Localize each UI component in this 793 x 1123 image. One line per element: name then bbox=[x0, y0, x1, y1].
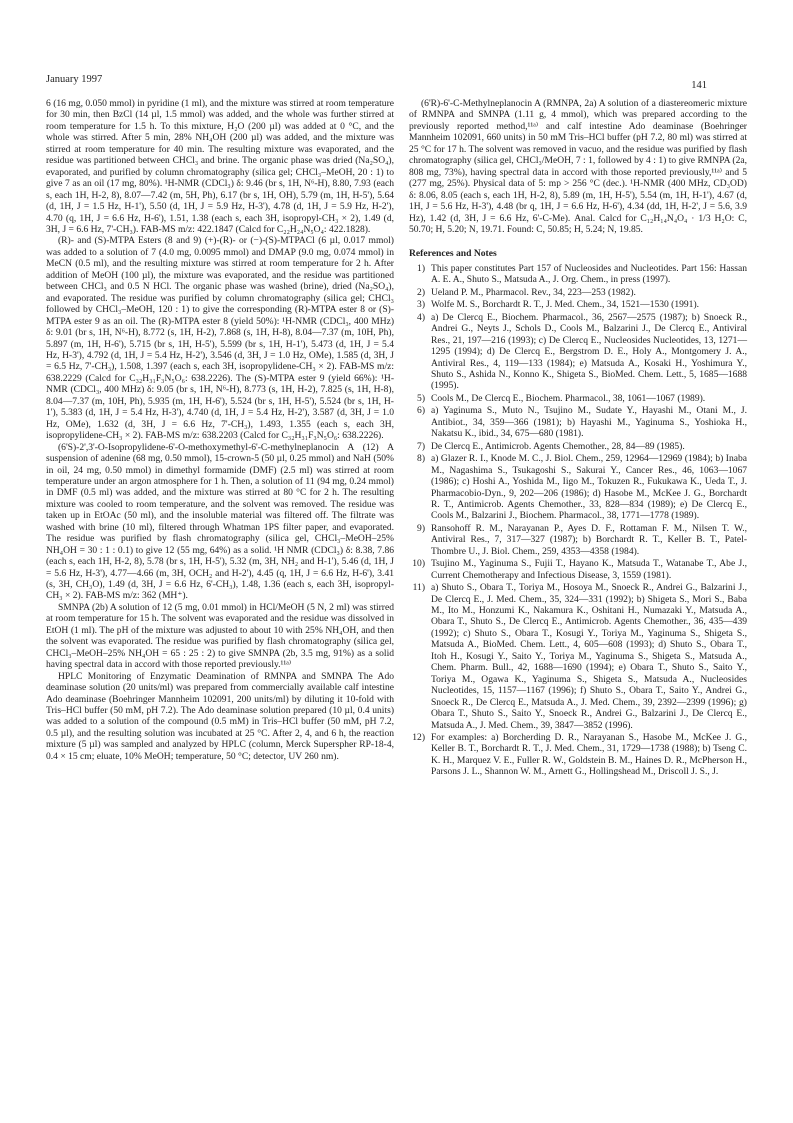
reference-number: 9) bbox=[417, 522, 425, 534]
reference-text: De Clercq E., Antimicrob. Agents Chemother., 28, 84—89 (1985). bbox=[431, 440, 685, 452]
reference-number: 5) bbox=[417, 392, 425, 404]
issue-date: January 1997 bbox=[46, 74, 103, 85]
paragraph-mtpa-esters: (R)- and (S)-MTPA Esters (8 and 9) (+)-(R)- or (−)-(S)-MTPACl (6 µl, 0.017 mmol) was added to a solution of 7 (4.0 mg, 0.0095 mmol) and DMAP (9.0 mg, 0.074 mmol) in MeCN (0.5 ml), and the resulting mixture was stirred at room temperature for 2 h. After addition of MeOH (100 µl), the mixture was evaporated, and the residue was partitioned between CHCl₃ and 0.5 N HCl. The organic phase was washed (brine), dried (Na₂SO₄), and evaporated. The residue was purified by column chromatography (silica gel; CHCl₃ followed by CHCl₃–MeOH, 120 : 1) to give the corresponding (R)-MTPA ester 8 or (S)-MTPA ester 9 as an oil. The (R)-MTPA ester 8 (yield 50%): ¹H-NMR (CDCl₃, 400 MHz) δ: 9.01 (br s, 1H, N⁶-H), 8.772 (s, 1H, H-2), 7.868 (s, 1H, H-8), 8.04—7.37 (m, 10H, Ph), 5.897 (m, 1H, H-6'), 5.715 (br s, 1H, H-5'), 5.599 (br s, 1H, H-1'), 5.473 (d, 1H, J = 5.4 Hz, H-3'), 4.792 (d, 1H, J = 5.4 Hz, H-2'), 3.546 (d, 3H, J = 1.0 Hz, OMe), 1.585 (d, 3H, J = 6.5 Hz, 7'-CH₃), 1.508, 1.397 (each s, each 3H, isopropylidene-CH₃ × 2). FAB-MS m/z: 638.2229 (Calcd for C₃₂H₃₁F₃N₅O₆: 638.2226). The (S)-MTPA ester 9 (yield 66%): ¹H-NMR (CDCl₃, 400 MHz) δ: 9.05 (br s, 1H, N⁶-H), 8.773 (s, 1H, H-2), 7.825 (s, 1H, H-8), 8.04—7.37 (m, 10H, Ph), 5.935 (m, 1H, H-6'), 5.524 (br s, 1H, H-5'), 5.524 (br s, 1H, H-1'), 5.383 (d, 1H, J = 5.4 Hz, H-3'), 4.740 (d, 1H, J = 5.4 Hz, H-2'), 3.587 (d, 3H, J = 1.0 Hz, OMe), 1.632 (d, 3H, J = 6.6 Hz, 7'-CH₃), 1.493, 1.355 (each s, each 3H, isopropylidene-CH₃ × 2). FAB-MS m/z: 638.2203 (Calcd for C₃₂H₃₁F₃N₅O₆: 638.2226). bbox=[46, 235, 394, 442]
reference-number: 1) bbox=[417, 262, 425, 274]
reference-text: a) De Clercq E., Biochem. Pharmacol., 36, 2567—2575 (1987); b) Snoeck R., Andrei G., Neyts J., Schols D., Cools M., Balzarini J., De Clercq E., Antiviral Res., 21, 197—216 (1993); c) De Clercq E., Nucleosides Nucleotides, 13, 1271—1295 (1994); d) De Clercq E., Bergstrom D. E., Holy A., Montgomery J. A., Antiviral Res., 4, 119—133 (1984); e) Matsuda A., Kosaki H., Yoshimura Y., Shuto S., Ashida N., Konno K., Shigeta S., BioMed. Chem. Lett., 5, 1685—1688 (1995). bbox=[431, 311, 747, 392]
reference-number: 3) bbox=[417, 299, 425, 311]
reference-text: Wolfe M. S., Borchardt R. T., J. Med. Chem., 34, 1521—1530 (1991). bbox=[431, 299, 700, 311]
reference-item bbox=[409, 732, 747, 778]
reference-item bbox=[409, 405, 747, 439]
paragraph-rmnpa: (6'R)-6'-C-Methylneplanocin A (RMNPA, 2a) A solution of a diastereomeric mixture of RMNPA and SMNPA (1.11 g, 4 mmol), which was prepared according to the previously reported method,¹¹ᵃ⁾ and calf intestine Ado deaminase (Boehringer Mannheim 102091, 660 units) in 50 mM Tris–HCl buffer (pH 7.2, 80 ml) was stirred at 25 °C for 17 h. The solvent was removed in vacuo, and the residue was purified by flash chromatography (silica gel, CHCl₃/MeOH, 7 : 1, followed by 4 : 1) to give RMNPA (2a, 808 mg, 73%), having spectral data in accord with those reported previously,¹¹ᵃ⁾ and 5 (277 mg, 25%). Physical data of 5: mp > 256 °C (dec.). ¹H-NMR (400 MHz, CD₃OD) δ: 8.06, 8.05 (each s, each 1H, H-2, 8), 5.89 (m, 1H, H-5'), 5.54 (m, 1H, H-1'), 4.67 (d, 1H, J = 5.6 Hz, H-3'), 4.48 (br q, 1H, J = 6.6 Hz, H-6'), 4.34 (dd, 1H, H-2', J = 5.6, 3.9 Hz), 1.42 (d, 3H, J = 6.6 Hz, 6'-C-Me). Anal. Calcd for C₁₂H₁₄N₄O₄ · 1/3 H₂O: C, 50.70; H, 5.20; N, 19.71. Found: C, 50.85; H, 5.24; N, 19.85. bbox=[409, 98, 747, 235]
reference-item bbox=[409, 441, 747, 452]
reference-number: 11) bbox=[412, 582, 425, 594]
right-column bbox=[409, 98, 747, 779]
reference-item bbox=[409, 523, 747, 557]
reference-number: 10) bbox=[412, 558, 425, 570]
reference-list bbox=[409, 263, 747, 778]
paragraph-compound-7: 6 (16 mg, 0.050 mmol) in pyridine (1 ml), and the mixture was stirred at room temperature for 30 min, then BzCl (14 µl, 1.5 mmol) was added, and the whole was further stirred at room temperature for 1.5 h. To this mixture, H₂O (200 µl) was added at 0 °C, and the whole was stirred. After 5 min, 28% NH₄OH (200 µl) was added, and the mixture was stirred at room temperature for 40 min. The resulting mixture was evaporated, and the residue was partitioned between CHCl₃ and brine. The organic phase was dried (Na₂SO₄), evaporated, and purified by column chromatography (silica gel; CHCl₃–MeOH, 20 : 1) to give 7 as an oil (17 mg, 80%). ¹H-NMR (CDCl₃) δ: 9.46 (br s, 1H, N⁶-H), 8.80, 7.93 (each s, each 1H, H-2, 8), 8.07—7.42 (m, 5H, Ph), 6.17 (br s, 1H, OH), 5.79 (m, 1H, H-5'), 5.64 (d, 1H, J = 1.5 Hz, H-1'), 5.50 (d, 1H, J = 5.9 Hz, H-3'), 4.78 (d, 1H, J = 5.9 Hz, H-2'), 4.70 (q, 1H, J = 6.6 Hz, H-6'), 1.51, 1.38 (each s, each 3H, isopropyl-CH₃ × 2), 1.49 (d, 3H, J = 6.6 Hz, 7'-CH₃). FAB-MS m/z: 422.1847 (Calcd for C₂₂H₂₄N₅O₄: 422.1828). bbox=[46, 98, 394, 235]
page-number: 141 bbox=[691, 80, 707, 91]
reference-text: a) Glazer R. I., Knode M. C., J. Biol. Chem., 259, 12964—12969 (1984); b) Inaba M., Nagashima S., Tsukagoshi S., Sakurai Y., Cancer Res., 46, 1063—1067 (1986); c) Hoshi A., Yoshida M., Iigo M., Tokuzen R., Fukukawa K., Ueda T., J. Pharmacobio-Dyn., 9, 202—206 (1986); d) Hasobe M., McKee J. G., Borchardt R. T., Antimicrob. Agents Chemother., 33, 828—834 (1989); e) De Clercq E., Cools M., Balzarini J., Biochem. Pharmacol., 38, 1771—1778 (1989). bbox=[431, 453, 747, 522]
reference-item bbox=[409, 299, 747, 310]
reference-number: 6) bbox=[417, 405, 425, 417]
reference-item bbox=[409, 393, 747, 404]
paragraph-smnpa: SMNPA (2b) A solution of 12 (5 mg, 0.01 mmol) in HCl/MeOH (5 N, 2 ml) was stirred at room temperature for 15 h. The solvent was evaporated and the residue was dissolved in EtOH (1 ml). The pH of the mixture was adjusted to about 10 with 25% NH₄OH, and then the solvent was evaporated. The residue was purified by flash chromatography (silica gel, CHCl₃–MeOH–25% NH₄OH = 65 : 25 : 2) to give SMNPA (2b, 3.5 mg, 91%) as a solid having spectral data in accord with those reported previously.¹¹ᵃ⁾ bbox=[46, 601, 394, 671]
reference-item bbox=[409, 453, 747, 522]
reference-number: 12) bbox=[412, 732, 425, 744]
paragraph-compound-12: (6'S)-2',3'-O-Isopropylidene-6'-O-methoxymethyl-6'-C-methylneplanocin A (12) A suspension of adenine (68 mg, 0.50 mmol), 15-crown-5 (50 µl, 0.25 mmol) and NaH (50% in oil, 24 mg, 0.50 mmol) in dimethyl formamide (DMF) (2.5 ml) was stirred at room temperature under an argon atmosphere for 1 h. Then, a solution of 11 (94 mg, 0.24 mmol) in DMF (0.5 ml) was added, and the mixture was stirred at 80 °C for 2 h. The resulting mixture was cooled to room temperature, and the solvent was removed. The residue was taken up in EtOAc (50 ml), and the insoluble material was filtered off. The filtrate was washed with brine (10 ml), filtered through Whatman 1PS filter paper, and evaporated. The residue was purified by flash chromatography (silica gel, CHCl₃–MeOH–25% NH₄OH = 30 : 1 : 0.1) to give 12 (55 mg, 64%) as a solid. ¹H NMR (CDCl₃) δ: 8.38, 7.86 (each s, each 1H, H-2, 8), 5.78 (br s, 1H, H-5'), 5.32 (m, 3H, NH₂ and H-1'), 5.46 (d, 1H, J = 5.6 Hz, H-3'), 4.77—4.66 (m, 3H, OCH₂ and H-2'), 4.45 (q, 1H, J = 6.6 Hz, H-6'), 3.41 (s, 3H, CH₃O), 1.49 (d, 3H, J = 6.6 Hz, 6'-CH₃), 1.48, 1.36 (each s, each 3H, isopropyl-CH₃ × 2). FAB-MS m/z: 362 (MH⁺). bbox=[46, 441, 394, 602]
reference-number: 2) bbox=[417, 286, 425, 298]
reference-number: 7) bbox=[417, 440, 425, 452]
reference-text: a) Shuto S., Obara T., Toriya M., Hosoya M., Snoeck R., Andrei G., Balzarini J., De Clercq E., J. Med. Chem., 35, 324—331 (1992); b) Shigeta S., Mori S., Baba M., Ito M., Honzumi K., Nakamura K., Oshitani H., Numazaki Y., Matsuda A., Obara T., Shuto S., De Clercq E., Antimicrob. Agents Chemother., 36, 435—439 (1992); c) Shuto S., Obara T., Kosugi Y., Toriya M., Yaginuma S., Shigeta S., Matsuda A., BioMed. Chem. Lett., 4, 605—608 (1993); d) Shuto S., Obara T., Itoh H., Kosugi Y., Saito Y., Toriya M., Yaginuma S., Shigeta S., Matsuda A., Chem. Pharm. Bull., 42, 1688—1690 (1994); e) Obara T., Shuto S., Saito Y., Toriya M., Ogawa K., Yaginuma S., Shigeta S., Matsuda A., Nucleosides Nucleotides, 15, 1157—1167 (1996); f) Shuto S., Obara T., Saito Y., Andrei G., Snoeck R., De Clercq E., Matsuda A., J. Med. Chem., 39, 2392—2399 (1996); g) Obara T., Shuto S., Saito Y., Snoeck R., Andrei G., Balzarini J., De Clercq E., Matsuda A., J. Med. Chem., 39, 3847—3852 (1996). bbox=[431, 582, 747, 731]
reference-item bbox=[409, 263, 747, 286]
reference-text: For examples: a) Borcherding D. R., Narayanan S., Hasobe M., McKee J. G., Keller B. T., Borchardt R. T., J. Med. Chem., 31, 1729—1738 (1988); b) Tseng C. K. H., Marquez V. E., Fuller R. W., Goldstein B. M., Haines D. R., McPherson H., Parsons J. L., Shannon W. M., Arnett G., Hollingshead M., Driscoll J. S., J. bbox=[431, 732, 747, 778]
reference-text: Tsujino M., Yaginuma S., Fujii T., Hayano K., Matsuda T., Watanabe T., Abe J., Current Chemotherapy and Infectious Disease, 3, 1559 (1981). bbox=[431, 558, 747, 581]
page-header bbox=[46, 74, 747, 90]
reference-text: a) Yaginuma S., Muto N., Tsujino M., Sudate Y., Hayashi M., Otani M., J. Antibiot., 34, 359—366 (1981); b) Hayashi M., Yaginuma S., Yoshioka H., Nakatsu K., ibid., 34, 675—680 (1981). bbox=[431, 405, 747, 440]
reference-text: Ueland P. M., Pharmacol. Rev., 34, 223—253 (1982). bbox=[431, 286, 636, 298]
references-heading: References and Notes bbox=[409, 248, 497, 260]
reference-item bbox=[409, 312, 747, 392]
left-column bbox=[46, 98, 394, 762]
reference-text: This paper constitutes Part 157 of Nucleosides and Nucleotides. Part 156: Hassan A. E. A., Shuto S., Matsuda A., J. Org. Chem., in press (1997). bbox=[431, 262, 747, 286]
reference-number: 8) bbox=[417, 453, 425, 465]
reference-item bbox=[409, 558, 747, 581]
reference-item bbox=[409, 287, 747, 298]
reference-text: Cools M., De Clercq E., Biochem. Pharmacol., 38, 1061—1067 (1989). bbox=[431, 392, 706, 404]
reference-item bbox=[409, 582, 747, 731]
reference-number: 4) bbox=[417, 311, 425, 323]
reference-text: Ransohoff R. M., Narayanan P., Ayes D. F., Rottaman F. M., Nilsen T. W., Antiviral Res., 7, 317—327 (1987); b) Borchardt R. T., Keller B. T., Patel-Thombre U., J. Biol. Chem., 259, 4353—4358 (1984). bbox=[431, 522, 747, 557]
paragraph-hplc-monitoring: HPLC Monitoring of Enzymatic Deamination of RMNPA and SMNPA The Ado deaminase solution (20 units/ml) was prepared from commercially available calf intestine Ado deaminase (Boehringer Mannheim 102091, 200 units/ml) by diluting it 10-fold with Tris–HCl buffer (50 mM, pH 7.2). The Ado deaminase solution prepared (10 µl, 0.4 units) was added to a solution of the compound (0.5 mM) in Tris–HCl buffer (50 mM, pH 7.2, 0.5 µl), and the resulting solution was incubated at 25 °C. After 2, 4, and 6 h, the reaction mixture (5 µl) was sampled and analyzed by HPLC (column, Merck Superspher RP-18-4, 0.4 × 15 cm; eluate, 10% MeOH; temperature, 50 °C; detector, UV 260 nm). bbox=[46, 670, 394, 762]
